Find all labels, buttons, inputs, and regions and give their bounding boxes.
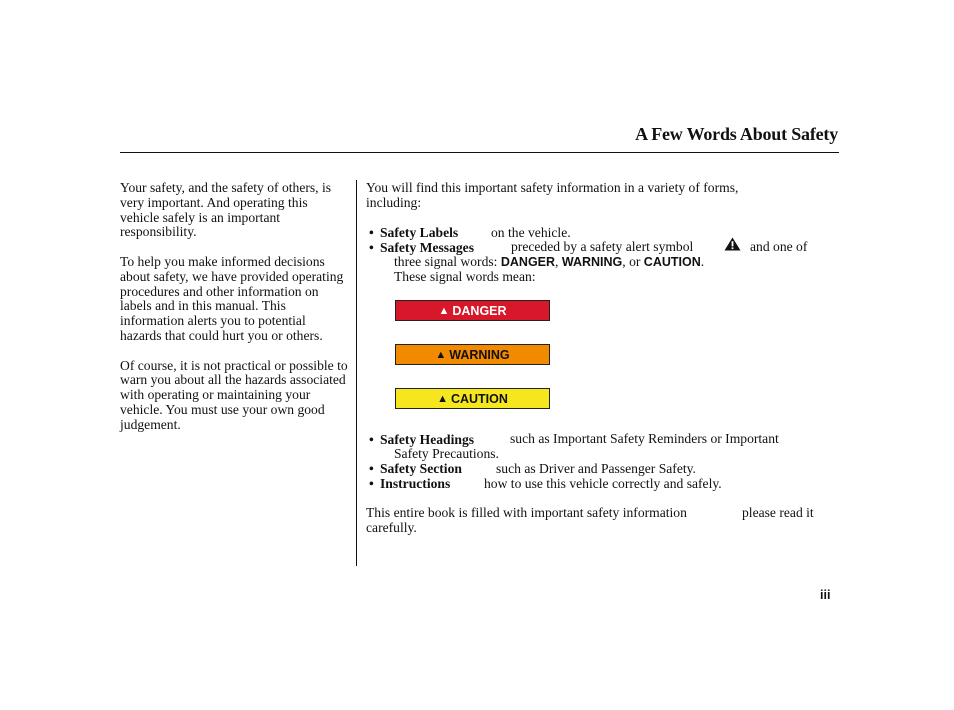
safety-labels-title: Safety Labels [380,225,459,240]
danger-label: DANGER [452,303,507,318]
signal-period: . [700,254,705,269]
safety-labels-text: on the vehicle. [491,225,571,240]
warning-triangle-icon: ▲ [438,304,450,317]
closing-line-1b: please read it [742,505,814,520]
bullet-section: • [369,461,374,476]
safety-headings-title: Safety Headings [380,432,475,447]
warning-triangle-icon: ▲ [435,348,447,361]
paragraph-judgement: Of course, it is not practical or possible to warn you about all the hazards associated with operating or maintaining your vehicle. You must use your own good judgement. [120,357,348,432]
warning-triangle-icon: ▲ [437,392,448,405]
signal-word-danger: DANGER [500,255,556,269]
paragraph-safety-importance: Your safety, and the safety of others, is very important. And operating this vehicle safely is an important responsibility. [120,180,332,240]
left-column [120,181,348,447]
bullet-instructions: • [369,476,374,491]
signal-words-mean: These signal words mean: [394,269,536,284]
safety-section-text: such as Driver and Passenger Safety. [496,461,696,476]
title-rule [120,152,839,153]
safety-headings-text-2: Safety Precautions. [394,446,499,461]
intro-line-1: You will find this important safety information in a variety of forms, [366,180,739,195]
signal-words-line [394,255,704,270]
safety-messages-text-end: and one of [750,239,808,254]
warning-triangle-icon [724,237,741,251]
closing-line-2: carefully. [366,520,417,535]
paragraph-informed-decisions: To help you make informed decisions about safety, we have provided operating procedures and other information on labels and in this manual. This information alerts you to potential hazards that could hurt you or others. [120,253,344,343]
bullet-headings: • [369,432,374,447]
warning-label: WARNING [449,347,510,362]
caution-label: CAUTION [450,391,508,406]
safety-headings-text: such as Important Safety Reminders or Important [510,431,779,446]
page-title: A Few Words About Safety [635,124,838,144]
page-number: iii [820,588,831,602]
warning-signal-box [395,344,550,365]
safety-messages-title: Safety Messages [380,240,475,255]
signal-word-caution: CAUTION [643,255,701,269]
signal-or: , or [622,254,641,269]
caution-signal-box [395,388,550,409]
bullet-labels: • [369,225,374,240]
instructions-title: Instructions [380,476,451,491]
instructions-text: how to use this vehicle correctly and safely. [484,476,722,491]
signal-word-warning: WARNING [561,255,623,269]
safety-section-title: Safety Section [380,461,462,476]
column-divider [356,180,357,566]
danger-signal-box [395,300,550,321]
bullet-messages: • [369,240,374,255]
safety-messages-text: preceded by a safety alert symbol [511,239,694,254]
closing-line-1a: This entire book is filled with important safety information [366,505,687,520]
signal-words-prefix: three signal words: [394,254,498,269]
intro-line-2: including: [366,195,422,210]
signal-comma: , [555,254,559,269]
